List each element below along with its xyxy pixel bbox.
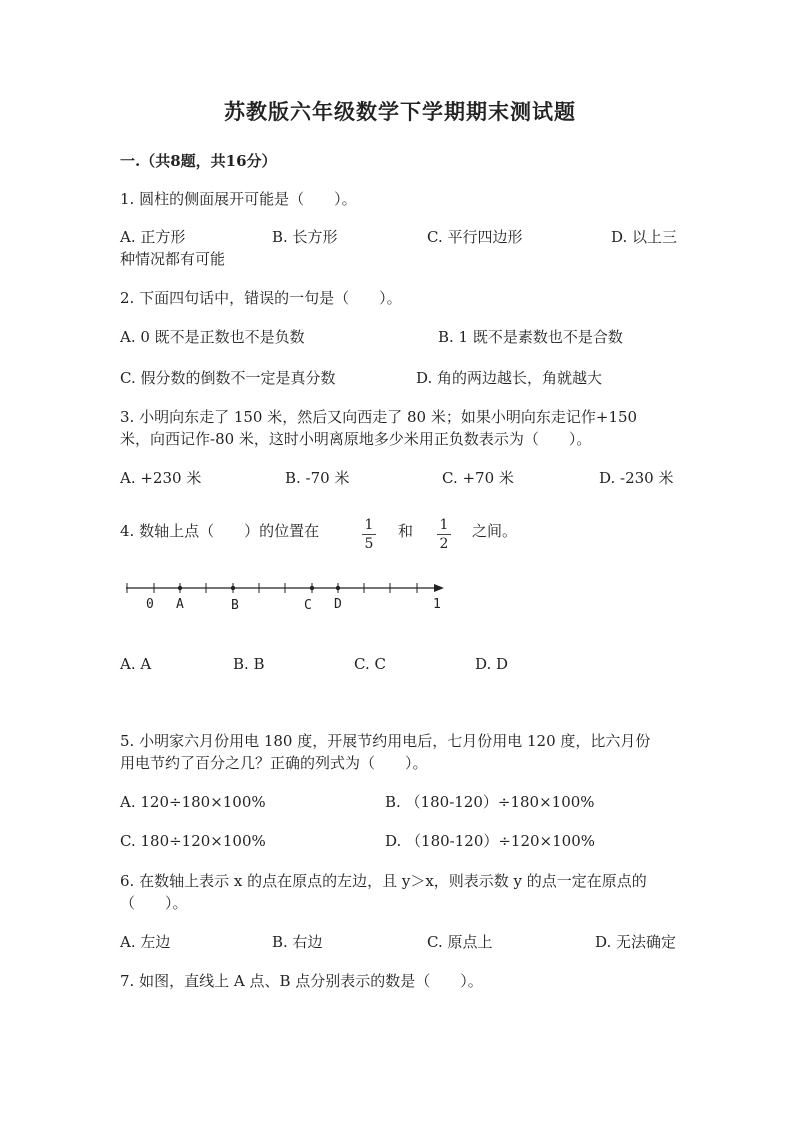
q2-option-c: C. 假分数的倒数不一定是真分数 — [120, 369, 336, 387]
question-4-stem-and: 和 — [398, 522, 414, 540]
q6-option-c: C. 原点上 — [427, 933, 493, 951]
number-line-figure — [118, 574, 458, 614]
point-d-dot — [336, 586, 340, 590]
q5-option-a: A. 120÷180×100% — [120, 793, 266, 811]
q1-option-d: D. 以上三 — [611, 228, 678, 246]
q6-option-a: A. 左边 — [120, 933, 171, 951]
q3-option-c: C. +70 米 — [442, 469, 514, 487]
q1-option-a: A. 正方形 — [120, 228, 186, 246]
q5-option-d: D. （180-120）÷120×100% — [385, 832, 596, 850]
point-c-dot — [310, 586, 314, 590]
q3-option-a: A. +230 米 — [120, 469, 202, 487]
question-2-stem: 2. 下面四句话中，错误的一句是（ ）。 — [120, 289, 402, 307]
axis-label-c: C — [304, 598, 312, 613]
question-4-stem-start: 4. 数轴上点（ ）的位置在 — [120, 522, 320, 540]
axis-label-a: A — [176, 597, 184, 612]
q4-option-d: D. D — [475, 655, 509, 673]
q2-option-a: A. 0 既不是正数也不是负数 — [120, 328, 305, 346]
question-3-stem-line-1: 3. 小明向东走了 150 米，然后又向西走了 80 米；如果小明向东走记作+150 — [120, 408, 638, 426]
fraction-bar — [437, 534, 451, 535]
page-title: 苏教版六年级数学下学期期末测试题 — [224, 99, 576, 124]
question-5-stem-line-1: 5. 小明家六月份用电 180 度，开展节约用电后，七月份用电 120 度，比六月份 — [120, 732, 651, 750]
question-4-stem-end: 之间。 — [472, 522, 518, 540]
question-3-stem-line-2: 米，向西记作-80 米，这时小明离原地多少米用正负数表示为（ ）。 — [120, 430, 592, 448]
fraction-denominator: 2 — [439, 536, 449, 552]
fraction-one-fifth — [362, 517, 376, 552]
q1-option-d-continued: 种情况都有可能 — [120, 250, 226, 268]
q2-option-b: B. 1 既不是素数也不是合数 — [438, 328, 623, 346]
fraction-bar — [362, 534, 376, 535]
q4-option-a: A. A — [120, 655, 152, 673]
section-heading: 一.（共8题，共16分） — [120, 152, 277, 170]
fraction-numerator: 1 — [439, 517, 449, 533]
q6-option-b: B. 右边 — [272, 933, 323, 951]
q3-option-d: D. -230 米 — [599, 469, 674, 487]
q1-option-c: C. 平行四边形 — [427, 228, 523, 246]
axis-label-b: B — [231, 598, 239, 613]
fraction-denominator: 5 — [364, 536, 374, 552]
axis-label-zero: 0 — [146, 597, 154, 612]
question-7-stem: 7. 如图，直线上 A 点、B 点分别表示的数是（ ）。 — [120, 972, 483, 990]
q3-option-b: B. -70 米 — [285, 469, 350, 487]
question-6-stem-line-1: 6. 在数轴上表示 x 的点在原点的左边，且 y＞x，则表示数 y 的点一定在原点的 — [120, 872, 647, 890]
question-5-stem-line-2: 用电节约了百分之几？正确的列式为（ ）。 — [120, 754, 428, 772]
q2-option-d: D. 角的两边越长，角就越大 — [416, 369, 603, 387]
point-a-dot — [178, 586, 182, 590]
q4-option-b: B. B — [233, 655, 265, 673]
q6-option-d: D. 无法确定 — [595, 933, 677, 951]
number-line-arrow — [434, 584, 444, 592]
q4-option-c: C. C — [354, 655, 386, 673]
question-1-stem: 1. 圆柱的侧面展开可能是（ ）。 — [120, 190, 357, 208]
fraction-numerator: 1 — [364, 517, 374, 533]
q5-option-b: B. （180-120）÷180×100% — [385, 793, 595, 811]
point-b-dot — [231, 586, 235, 590]
fraction-one-half — [437, 517, 451, 552]
axis-label-d: D — [334, 597, 342, 612]
axis-label-one: 1 — [433, 597, 441, 612]
q1-option-b: B. 长方形 — [272, 228, 338, 246]
q5-option-c: C. 180÷120×100% — [120, 832, 266, 850]
question-6-stem-line-2: （ ）。 — [120, 894, 188, 912]
